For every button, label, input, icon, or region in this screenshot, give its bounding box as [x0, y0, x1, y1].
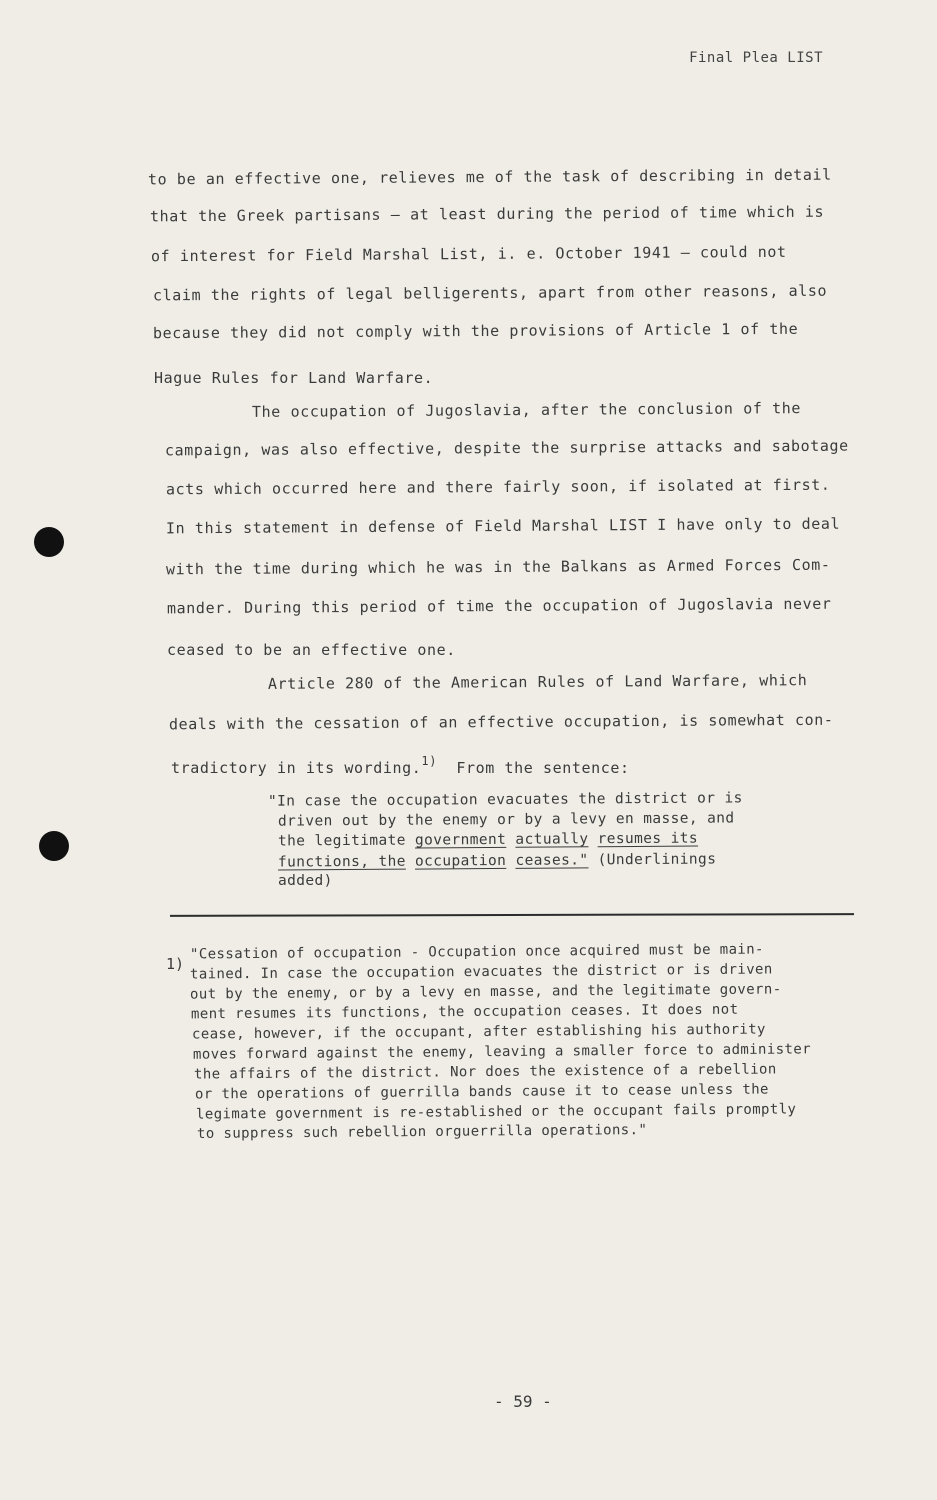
punch-hole: [34, 527, 64, 557]
footnote-line: ment resumes its functions, the occupation ceases. It does not: [190, 1001, 739, 1023]
footnote-line: tained. In case the occupation evacuates the district or is driven: [189, 961, 773, 983]
footnote-line: or the operations of guerrilla bands cause it to cease unless the: [194, 1081, 769, 1103]
body-line: deals with the cessation of an effective occupation, is somewhat con-: [168, 710, 834, 734]
body-line: to be an effective one, relieves me of the task of describing in detail: [147, 165, 832, 189]
body-line: with the time during which he was in the Balkans as Armed Forces Com-: [165, 555, 831, 579]
body-line-with-footnote-ref: tradictory in its wording.$^{1)}$ From the sentence:: [171, 754, 630, 777]
quote-line: "In case the occupation evacuates the district or is: [267, 790, 743, 810]
body-line: Article 280 of the American Rules of Land Warfare, which: [267, 671, 808, 693]
footnote-line: to suppress such rebellion orguerrilla operations.": [196, 1122, 648, 1142]
body-line: ceased to be an effective one.: [167, 641, 456, 659]
body-line: The occupation of Jugoslavia, after the conclusion of the: [251, 399, 802, 421]
quote-line: functions, the occupation ceases." (Underlinings: [277, 851, 717, 871]
footnote-ref: 1): [421, 754, 438, 768]
footnote-line: cease, however, if the occupant, after establishing his authority: [191, 1021, 766, 1043]
body-line: Hague Rules for Land Warfare.: [154, 369, 434, 387]
body-line: because they did not comply with the provisions of Article 1 of the: [152, 319, 799, 343]
page-header: Final Plea LIST: [689, 50, 823, 66]
footnote-line: the affairs of the district. Nor does the existence of a rebellion: [193, 1061, 777, 1083]
quote-line: the legitimate government actually resumes its: [277, 830, 699, 850]
footnote-line: "Cessation of occupation - Occupation once acquired must be main-: [189, 941, 764, 963]
quote-line: driven out by the enemy or by a levy en masse, and: [277, 810, 735, 830]
body-line: acts which occurred here and there fairly soon, if isolated at first.: [165, 475, 831, 499]
body-line: mander. During this period of time the occupation of Jugoslavia never: [166, 594, 832, 618]
footnote-line: moves forward against the enemy, leaving a smaller force to administer: [192, 1041, 812, 1063]
body-line: campaign, was also effective, despite the surprise attacks and sabotage: [164, 436, 849, 460]
quote-line: added): [278, 873, 333, 889]
body-line: claim the rights of legal belligerents, apart from other reasons, also: [152, 281, 828, 305]
body-line: of interest for Field Marshal List, i. e. October 1941 — could not: [150, 242, 787, 266]
body-line: that the Greek partisans — at least during the period of time which is: [149, 202, 825, 226]
punch-hole: [39, 831, 69, 861]
footnote-line: out by the enemy, or by a levy en masse, and the legitimate govern-: [189, 981, 782, 1003]
body-line: In this statement in defense of Field Marshal LIST I have only to deal: [165, 514, 841, 538]
footnote-marker: 1): [166, 955, 185, 973]
footnote-divider: [170, 913, 854, 917]
footnote-line: legimate government is re-established or the occupant fails promptly: [195, 1101, 797, 1123]
page-number: - 59 -: [494, 1392, 552, 1411]
